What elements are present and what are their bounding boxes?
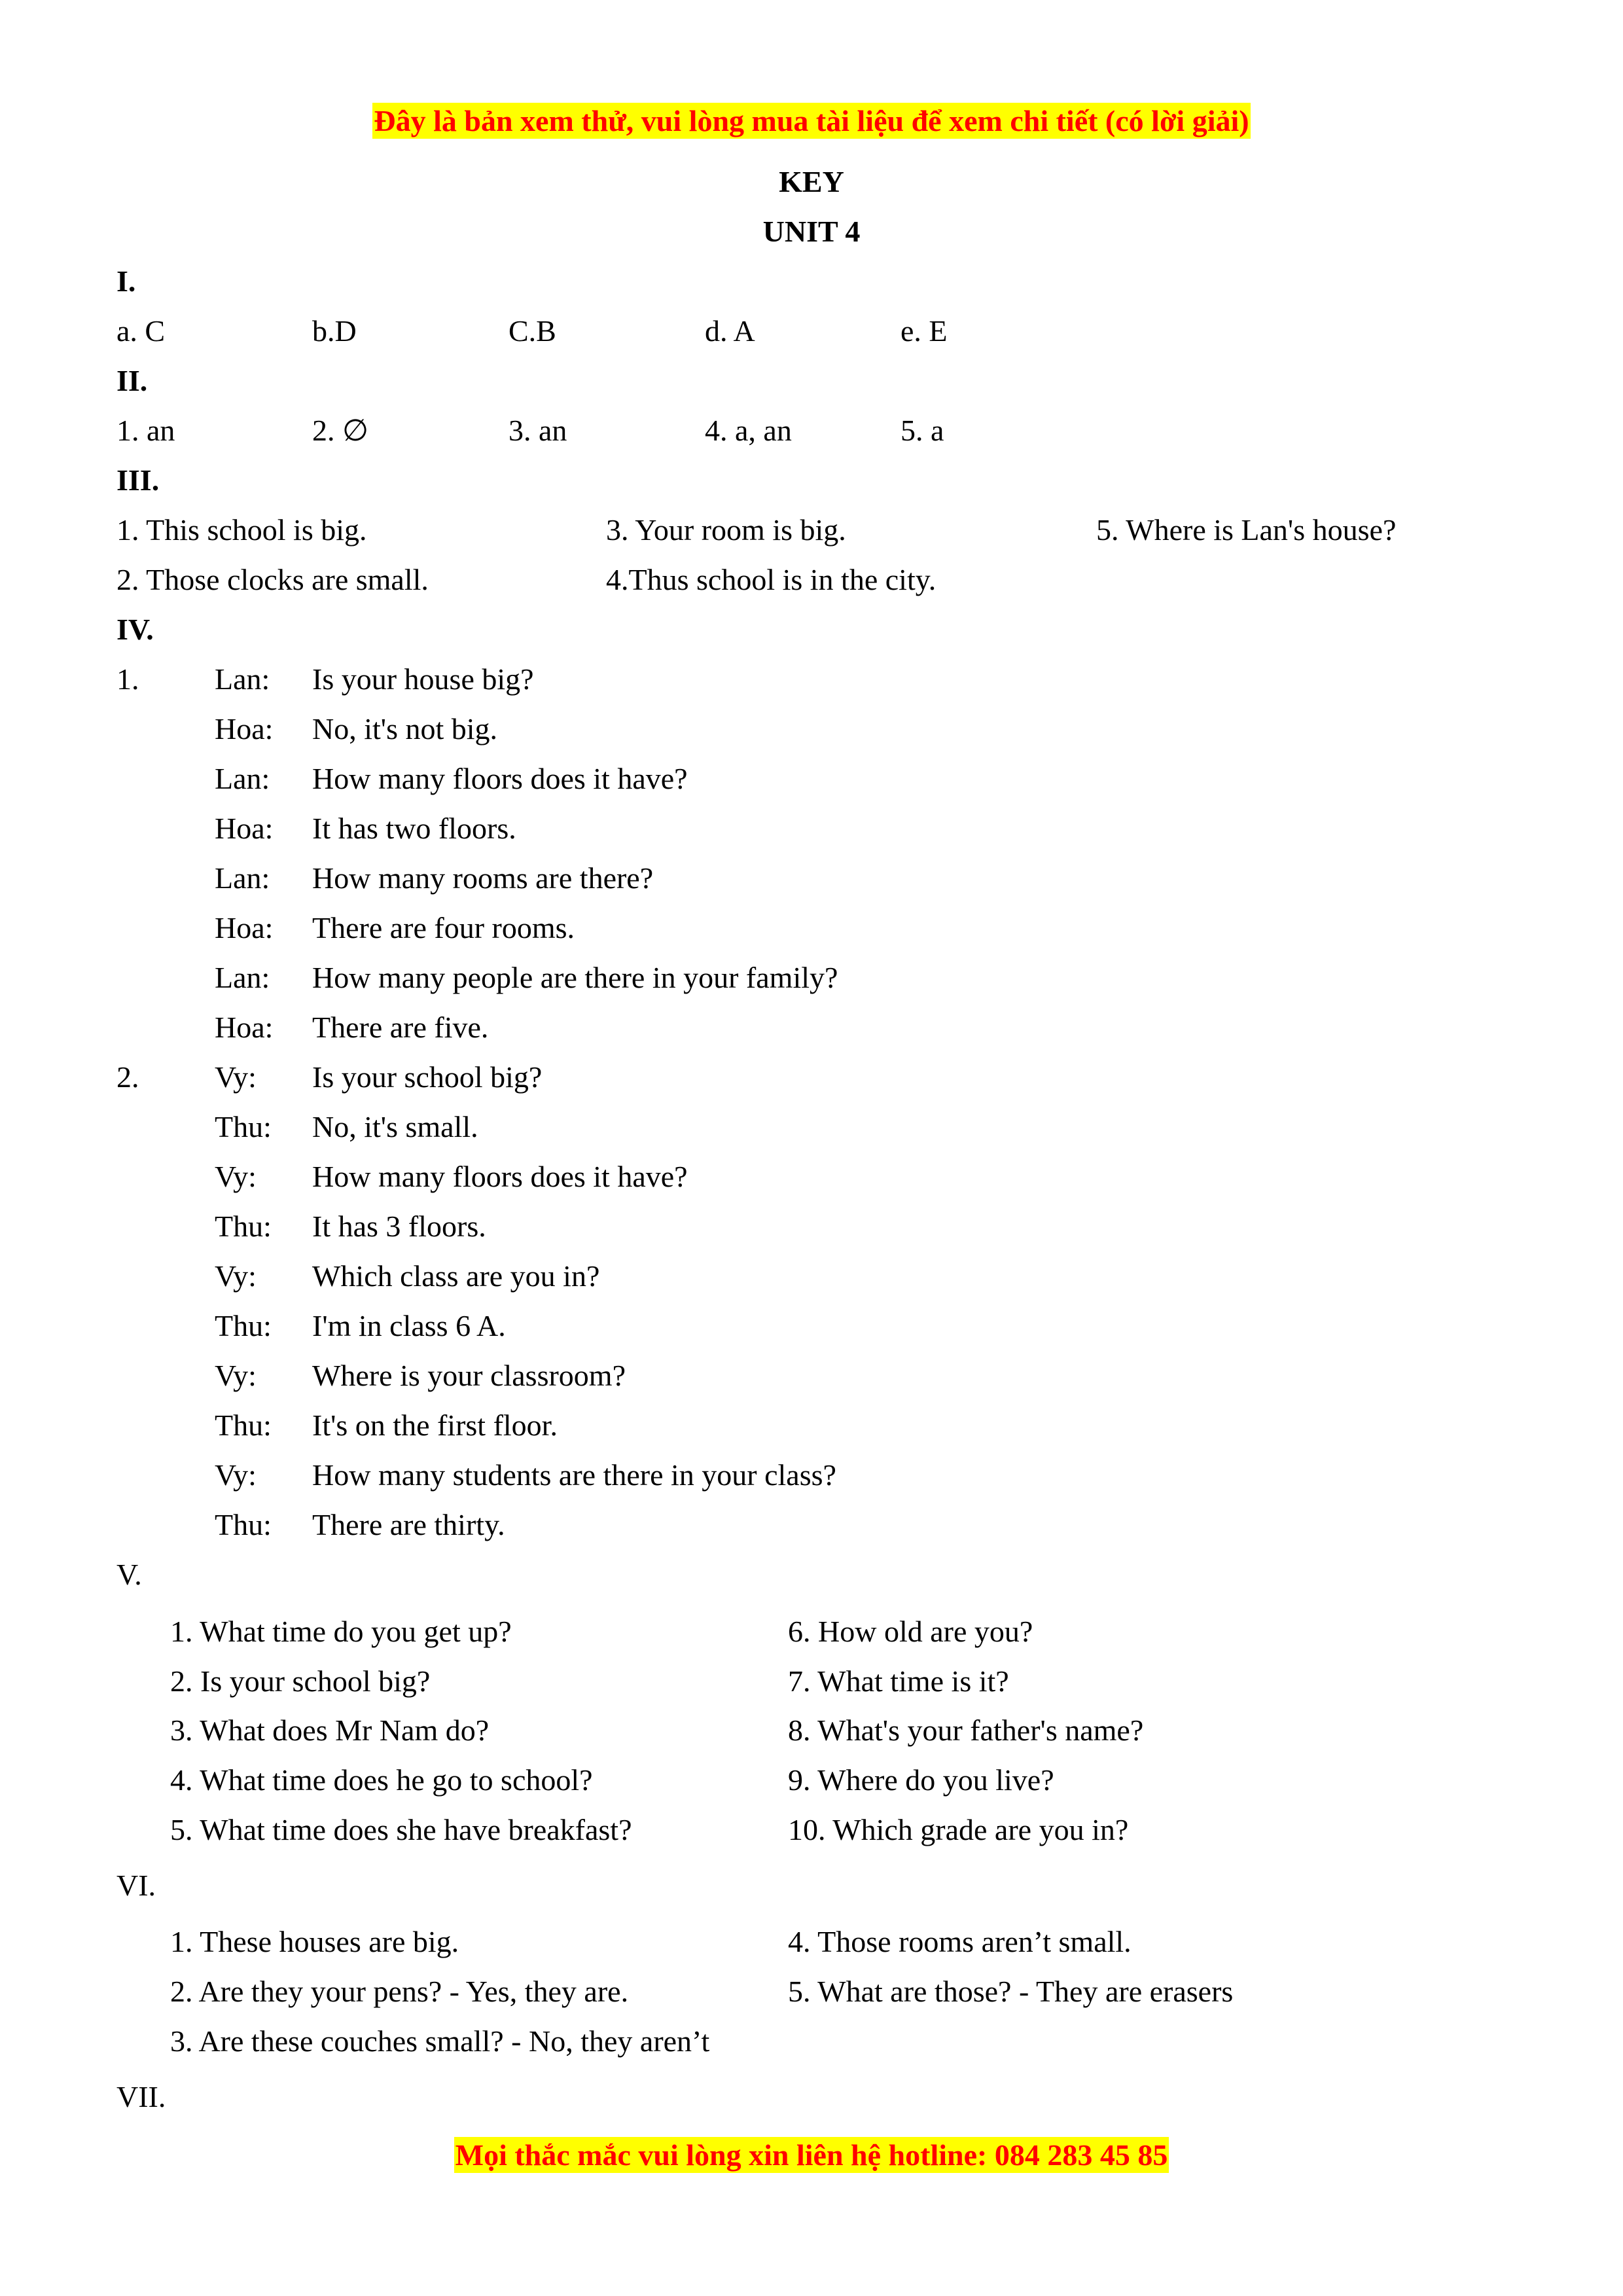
- dialogue-line: Which class are you in?: [312, 1259, 600, 1293]
- dialogue-line: No, it's not big.: [312, 712, 498, 745]
- answer-item: b.D: [312, 314, 357, 348]
- dialogue-line: Is your school big?: [312, 1060, 543, 1094]
- section-heading-i: I.: [116, 264, 136, 298]
- answer-item: 1. an: [116, 414, 175, 447]
- answer-item: C.B: [508, 314, 556, 348]
- dialogue-line: How many people are there in your family?: [312, 961, 838, 994]
- hotline-notice: [0, 2140, 1623, 2170]
- dialogue-speaker: Lan:: [215, 961, 270, 994]
- dialogue-line: How many students are there in your class?: [312, 1458, 836, 1492]
- hotline-notice-text: Mọi thắc mắc vui lòng xin liên hệ hotline: 084 283 45 85: [455, 2138, 1168, 2172]
- question-item: 3. What does Mr Nam do?: [170, 1713, 490, 1747]
- question-item: 5. What time does she have breakfast?: [170, 1813, 632, 1846]
- dialogue-speaker: Thu:: [215, 1309, 272, 1342]
- question-item: 2. Is your school big?: [170, 1664, 431, 1698]
- dialogue-speaker: Vy:: [215, 1359, 257, 1392]
- dialogue-speaker: Vy:: [215, 1060, 257, 1094]
- answer-item: 5. a: [901, 414, 944, 447]
- sentence-item: 2. Those clocks are small.: [116, 563, 429, 596]
- preview-notice-text: Đây là bản xem thử, vui lòng mua tài liệu để xem chi tiết (có lời giải): [374, 104, 1249, 137]
- question-item: 7. What time is it?: [788, 1664, 1009, 1698]
- dialogue-speaker: Vy:: [215, 1160, 257, 1193]
- answer-item: 4. a, an: [705, 414, 792, 447]
- question-item: 1. What time do you get up?: [170, 1615, 512, 1648]
- dialogue-speaker: Hoa:: [215, 812, 274, 845]
- question-item: 6. How old are you?: [788, 1615, 1033, 1648]
- dialogue-number: 1.: [116, 662, 139, 696]
- dialogue-line: I'm in class 6 A.: [312, 1309, 506, 1342]
- section-heading-v: V.: [116, 1558, 142, 1591]
- dialogue-speaker: Lan:: [215, 861, 270, 895]
- sentence-item: 2. Are they your pens? - Yes, they are.: [170, 1975, 629, 2008]
- dialogue-speaker: Thu:: [215, 1110, 272, 1143]
- dialogue-speaker: Thu:: [215, 1408, 272, 1442]
- section-heading-ii: II.: [116, 364, 148, 397]
- question-item: 10. Which grade are you in?: [788, 1813, 1129, 1846]
- dialogue-speaker: Lan:: [215, 662, 270, 696]
- answer-item: a. C: [116, 314, 166, 348]
- sentence-item: 3. Are these couches small? - No, they aren’t: [170, 2024, 710, 2058]
- answer-item: 3. an: [508, 414, 567, 447]
- dialogue-line: It has two floors.: [312, 812, 516, 845]
- sentence-item: 4.Thus school is in the city.: [606, 563, 936, 596]
- sentence-item: 5. What are those? - They are erasers: [788, 1975, 1234, 2008]
- answer-item: 2. ∅: [312, 414, 369, 447]
- dialogue-line: There are thirty.: [312, 1508, 505, 1541]
- dialogue-speaker: Vy:: [215, 1259, 257, 1293]
- dialogue-speaker: Vy:: [215, 1458, 257, 1492]
- section-heading-vi: VI.: [116, 1869, 156, 1902]
- key-title: KEY: [779, 165, 844, 198]
- sentence-item: 5. Where is Lan's house?: [1096, 513, 1397, 547]
- unit-title: UNIT 4: [762, 215, 861, 248]
- dialogue-line: It's on the first floor.: [312, 1408, 558, 1442]
- section-heading-iii: III.: [116, 463, 160, 497]
- sentence-item: 3. Your room is big.: [606, 513, 846, 547]
- dialogue-line: How many floors does it have?: [312, 762, 688, 795]
- answer-item: d. A: [705, 314, 755, 348]
- dialogue-number: 2.: [116, 1060, 139, 1094]
- question-item: 4. What time does he go to school?: [170, 1763, 593, 1797]
- answer-item: e. E: [901, 314, 948, 348]
- dialogue-line: It has 3 floors.: [312, 1210, 486, 1243]
- question-item: 9. Where do you live?: [788, 1763, 1054, 1797]
- dialogue-speaker: Hoa:: [215, 712, 274, 745]
- section-heading-iv: IV.: [116, 613, 154, 646]
- dialogue-line: How many floors does it have?: [312, 1160, 688, 1193]
- dialogue-line: There are five.: [312, 1011, 489, 1044]
- dialogue-line: Is your house big?: [312, 662, 534, 696]
- dialogue-speaker: Thu:: [215, 1508, 272, 1541]
- dialogue-line: There are four rooms.: [312, 911, 575, 944]
- question-item: 8. What's your father's name?: [788, 1713, 1144, 1747]
- sentence-item: 4. Those rooms aren’t small.: [788, 1925, 1132, 1958]
- dialogue-line: Where is your classroom?: [312, 1359, 626, 1392]
- dialogue-speaker: Hoa:: [215, 1011, 274, 1044]
- sentence-item: 1. This school is big.: [116, 513, 367, 547]
- dialogue-speaker: Lan:: [215, 762, 270, 795]
- sentence-item: 1. These houses are big.: [170, 1925, 459, 1958]
- section-heading-vii: VII.: [116, 2080, 166, 2113]
- dialogue-line: How many rooms are there?: [312, 861, 654, 895]
- preview-notice: [0, 106, 1623, 136]
- dialogue-line: No, it's small.: [312, 1110, 478, 1143]
- dialogue-speaker: Hoa:: [215, 911, 274, 944]
- dialogue-speaker: Thu:: [215, 1210, 272, 1243]
